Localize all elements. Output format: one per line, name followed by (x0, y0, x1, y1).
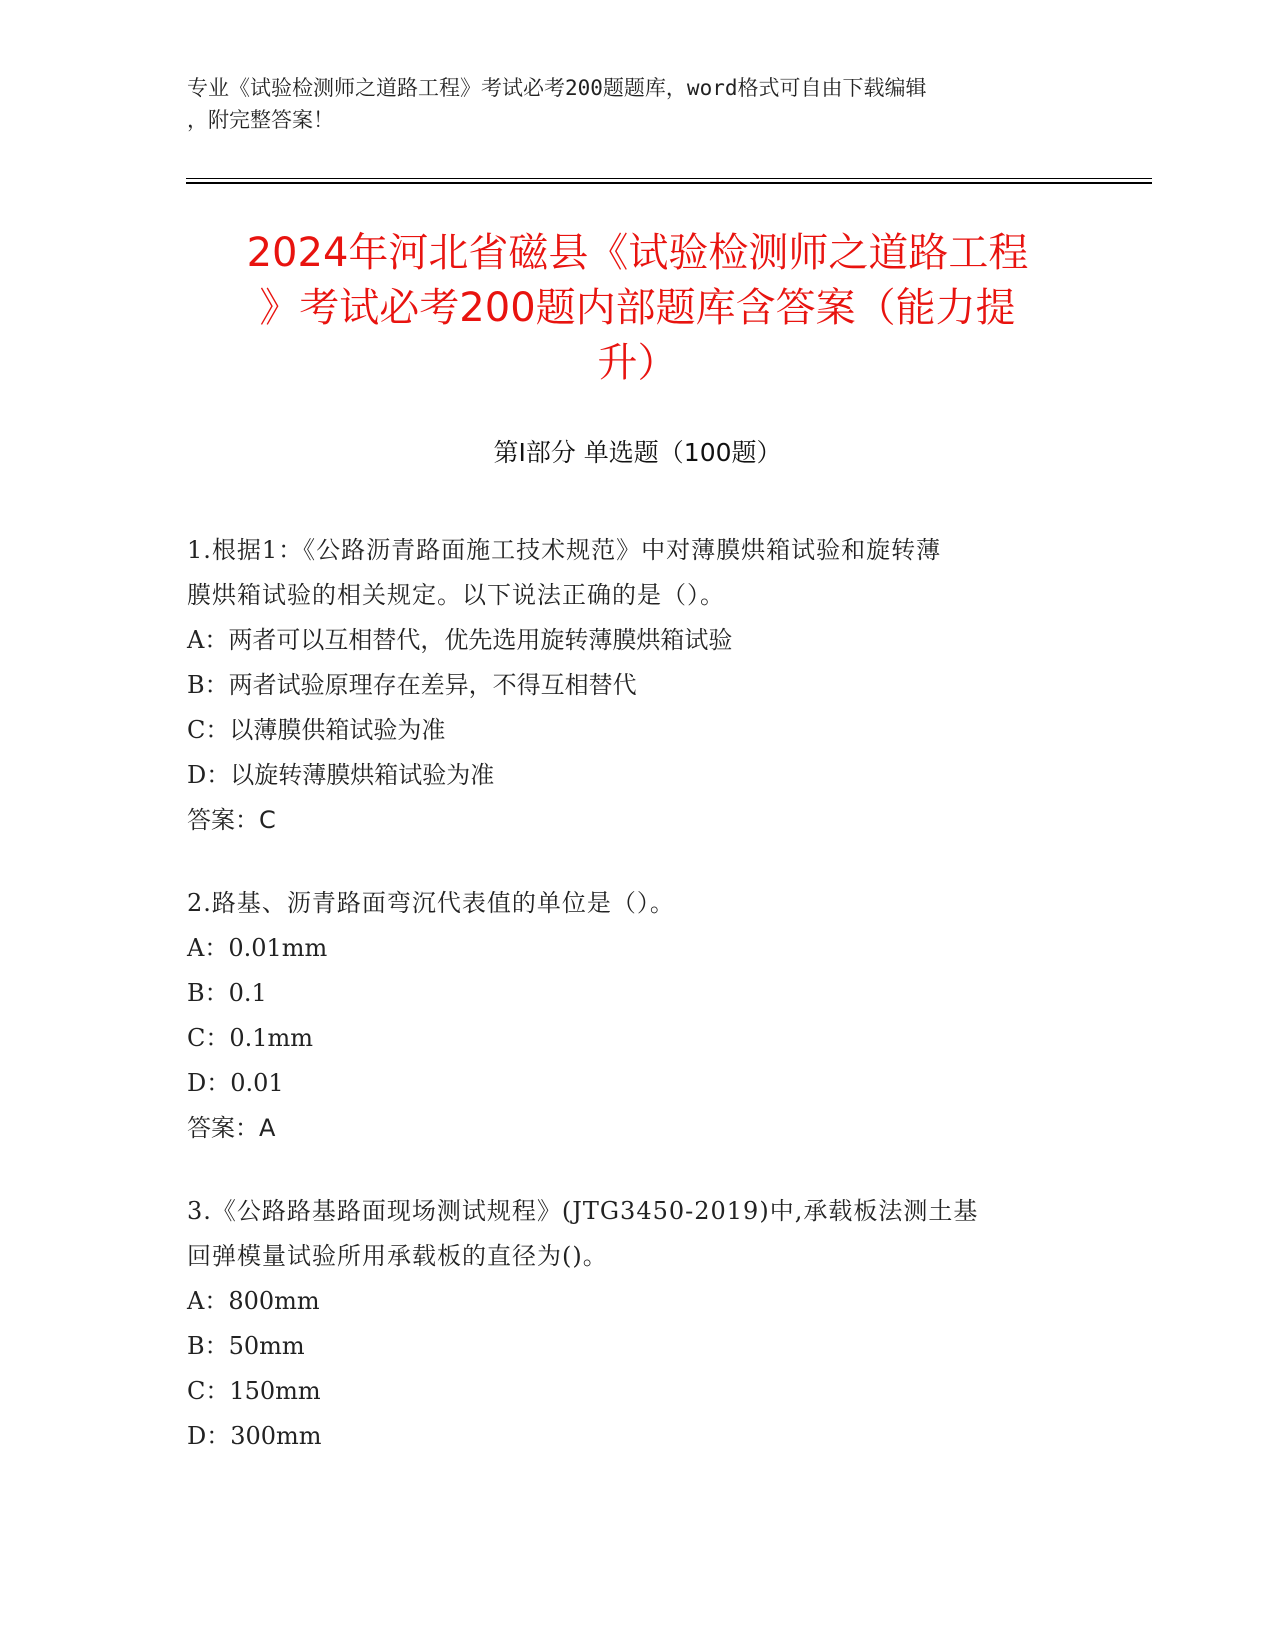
option-a: A：800mm (187, 1287, 320, 1315)
question-stem: 膜烘箱试验的相关规定。以下说法正确的是（）。 (187, 581, 725, 609)
header-note-line: ，附完整答案！ (187, 108, 334, 132)
option-b: B：两者试验原理存在差异，不得互相替代 (187, 671, 637, 699)
option-b: B：50mm (187, 1332, 305, 1360)
answer-label: 答案：A (187, 1114, 276, 1142)
option-a: A：0.01mm (187, 934, 328, 962)
question-2 (187, 881, 1087, 1151)
question-stem: 1.根据1：《公路沥青路面施工技术规范》中对薄膜烘箱试验和旋转薄 (187, 536, 942, 564)
section-heading: 第Ⅰ部分 单选题（100题） (493, 438, 782, 467)
header-note (187, 72, 1067, 136)
question-stem: 3.《公路路基路面现场测试规程》(JTG3450-2019)中,承载板法测土基 (187, 1197, 979, 1225)
question-3 (187, 1189, 1087, 1459)
header-divider-thin (186, 178, 1152, 179)
title-line: 升） (597, 340, 678, 386)
option-c: C：0.1mm (187, 1024, 314, 1052)
option-d: D：以旋转薄膜烘箱试验为准 (187, 761, 495, 789)
question-1 (187, 528, 1087, 843)
option-d: D：300mm (187, 1422, 322, 1450)
header-divider-thick (186, 182, 1152, 184)
question-stem: 2.路基、沥青路面弯沉代表值的单位是（）。 (187, 889, 675, 917)
document-title (150, 226, 1125, 391)
option-a: A：两者可以互相替代，优先选用旋转薄膜烘箱试验 (187, 626, 733, 654)
option-c: C：以薄膜供箱试验为准 (187, 716, 446, 744)
title-line: 2024年河北省磁县《试验检测师之道路工程 (246, 230, 1029, 276)
question-list (187, 528, 1087, 1497)
title-line: 》考试必考200题内部题库含答案（能力提 (259, 285, 1016, 331)
option-c: C：150mm (187, 1377, 321, 1405)
header-note-line: 专业《试验检测师之道路工程》考试必考200题题库，word格式可自由下载编辑 (187, 76, 927, 100)
option-d: D：0.01 (187, 1069, 284, 1097)
question-stem: 回弹模量试验所用承载板的直径为()。 (187, 1242, 608, 1270)
option-b: B：0.1 (187, 979, 267, 1007)
answer-label: 答案：C (187, 806, 276, 834)
